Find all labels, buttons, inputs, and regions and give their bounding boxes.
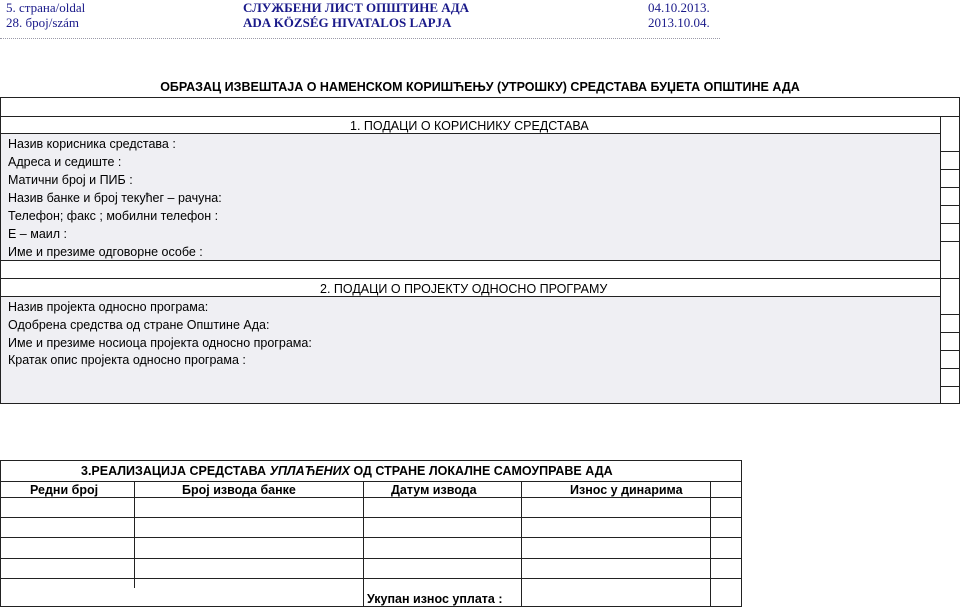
field-project-description: Кратак опис пројекта односно програма : xyxy=(8,353,246,367)
issue-number: 28. број/szám xyxy=(6,15,80,30)
field-bank-account: Назив банке и број текућег – рачуна: xyxy=(8,191,222,205)
field-responsible-person: Име и презиме одговорне особе : xyxy=(8,245,203,259)
section3-heading: 3.РЕАЛИЗАЦИЈА СРЕДСТАВА УПЛАЋЕНИХ ОД СТРАНЕ ЛОКАЛНЕ САМОУПРАВЕ АДА xyxy=(81,464,613,478)
field-email: Е – маил : xyxy=(8,227,68,241)
col-bank-statement-number: Број извода банке xyxy=(182,483,296,497)
field-project-name: Назив пројекта односно програма: xyxy=(8,300,209,314)
field-registry-pib: Матични број и ПИБ : xyxy=(8,173,133,187)
gazette-title-hu: ADA KÖZSÉG HIVATALOS LAPJA xyxy=(243,15,452,30)
section2-heading: 2. ПОДАЦИ О ПРОЈЕКТУ ОДНОСНО ПРОГРАМУ xyxy=(320,282,608,296)
page-number: 5. страна/oldal xyxy=(6,0,86,15)
form-title: ОБРАЗАЦ ИЗВЕШТАЈА О НАМЕНСКОМ КОРИШЋЕЊУ (УТРОШКУ) СРЕДСТАВА БУЏЕТА ОПШТИНЕ АДА xyxy=(160,80,800,94)
field-beneficiary-name: Назив корисника средстава : xyxy=(8,137,176,151)
section1-heading: 1. ПОДАЦИ О КОРИСНИКУ СРЕДСТАВА xyxy=(350,119,589,133)
header-rule xyxy=(0,38,720,39)
gazette-title-sr: СЛУЖБЕНИ ЛИСТ ОПШТИНЕ АДА xyxy=(243,0,470,15)
col-serial-number: Редни број xyxy=(30,483,99,497)
issue-date-hu: 2013.10.04. xyxy=(648,15,710,30)
total-payments-label: Укупан износ уплата : xyxy=(367,592,503,606)
field-project-holder: Име и презиме носиоца пројекта односно програма: xyxy=(8,336,312,350)
col-amount-dinars: Износ у динарима xyxy=(570,483,683,497)
col-statement-date: Датум извода xyxy=(391,483,477,497)
field-address: Адреса и седиште : xyxy=(8,155,122,169)
issue-date-sr: 04.10.2013. xyxy=(648,0,710,15)
field-approved-funds: Одобрена средства од стране Општине Ада: xyxy=(8,318,270,332)
section3-heading-emphasis: УПЛАЋЕНИХ xyxy=(269,464,350,478)
field-phone-fax: Телефон; факс ; мобилни телефон : xyxy=(8,209,219,223)
